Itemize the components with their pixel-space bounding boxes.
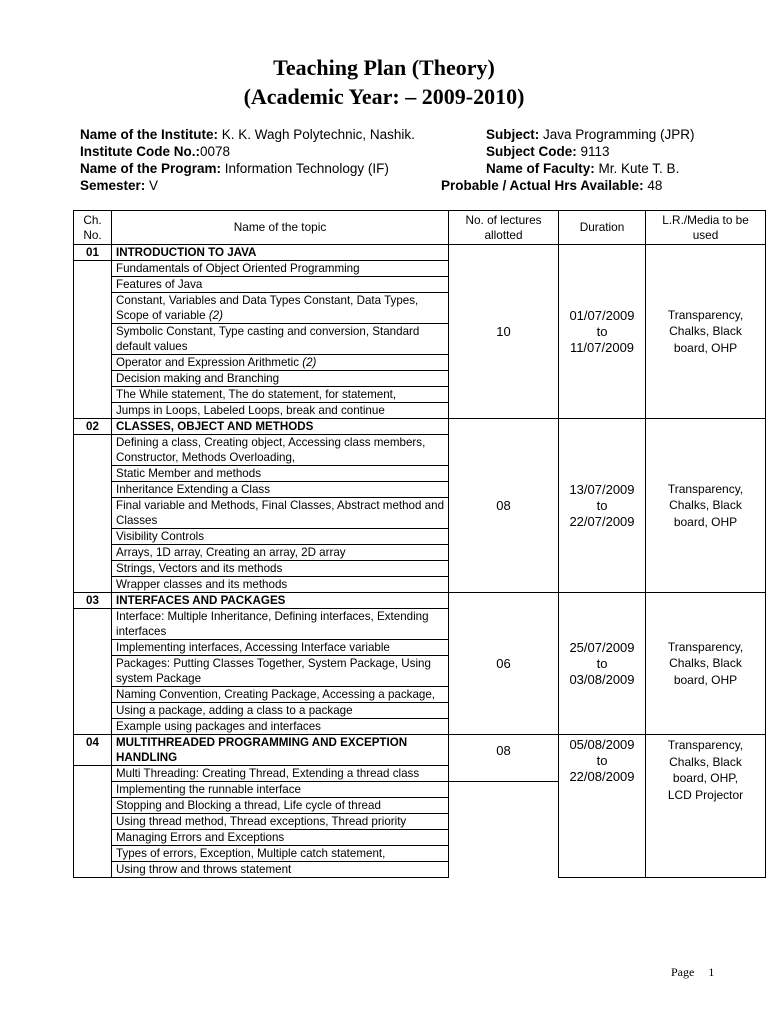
duration-cell [559,735,646,878]
media-line: Chalks, Black [669,324,742,339]
topic-cell: Strings, Vectors and its methods [112,561,449,577]
program-info: Name of the Program: Information Technology (IF) [80,161,389,176]
duration-to: 22/07/2009 [569,513,635,529]
chapter-name: INTRODUCTION TO JAVA [112,245,449,261]
media-line: board, OHP [673,340,738,355]
media-line: board, OHP, [672,771,739,785]
topic-cell: Using thread method, Thread exceptions, Thread priority [112,814,449,830]
topic-cell: Implementing the runnable interface [112,782,449,798]
topic-cell: Example using packages and interfaces [112,719,449,735]
chapter-row [74,735,766,766]
media-cell [646,593,766,735]
chapter-number-blank [74,435,112,593]
topic-cell: Arrays, 1D array, Creating an array, 2D array [112,545,449,561]
topic-cell: Managing Errors and Exceptions [112,830,449,846]
chapter-number: 01 [74,245,112,261]
hours-info: Probable / Actual Hrs Available: 48 [441,178,663,193]
topic-cell: Features of Java [112,277,449,293]
institute-code-info: Institute Code No.:0078 [80,144,231,159]
duration-cell [559,593,646,735]
media-line: Chalks, Black [669,656,742,671]
topic-cell: Operator and Expression Arithmetic (2) [112,355,449,371]
media-line: board, OHP [673,514,738,529]
lecture-count-note: (2) [302,356,317,369]
media-line: Chalks, Black [669,498,742,513]
duration-cell [559,419,646,593]
duration-to: 03/08/2009 [569,671,635,687]
chapter-number: 02 [74,419,112,435]
duration-to: 22/08/2009 [569,769,635,784]
topic-cell: Multi Threading: Creating Thread, Extending a thread class [112,766,449,782]
subject-code-info: Subject Code: 9113 [486,144,610,159]
duration-from: 01/07/2009 [569,307,635,323]
header-media: L.R./Media to be used [646,211,766,245]
lectures-allotted: 06 [449,593,559,735]
topic-cell: Inheritance Extending a Class [112,482,449,498]
topic-cell: Using a package, adding a class to a package [112,703,449,719]
institute-info: Name of the Institute: K. K. Wagh Polytechnic, Nashik. [80,127,415,142]
lectures-allotted: 10 [449,245,559,419]
topic-cell: Stopping and Blocking a thread, Life cycle of thread [112,798,449,814]
teaching-plan-table [73,210,766,878]
lectures-allotted: 08 [449,735,559,782]
media-line: Transparency, [667,481,744,496]
header-ch-no: Ch. No. [74,211,112,245]
chapter-name: CLASSES, OBJECT AND METHODS [112,419,449,435]
semester-info: Semester: V [80,178,159,193]
duration-cell [559,245,646,419]
topic-cell: Naming Convention, Creating Package, Accessing a package, [112,687,449,703]
duration-to-word: to [596,323,608,339]
chapter-row [74,245,766,261]
media-cell [646,419,766,593]
topic-cell: Wrapper classes and its methods [112,577,449,593]
subject-info: Subject: Java Programming (JPR) [486,127,695,142]
chapter-number: 04 [74,735,112,766]
topic-cell: Static Member and methods [112,466,449,482]
topic-cell: Fundamentals of Object Oriented Programming [112,261,449,277]
media-line: Transparency, [667,307,744,322]
topic-cell: Packages: Putting Classes Together, System Package, Using system Package [112,656,449,687]
topic-cell: Implementing interfaces, Accessing Interface variable [112,640,449,656]
duration-from: 05/08/2009 [569,737,635,752]
topic-cell: The While statement, The do statement, for statement, [112,387,449,403]
topic-cell: Interface: Multiple Inheritance, Defining interfaces, Extending interfaces [112,609,449,640]
duration-to-word: to [596,655,608,671]
topic-cell: Types of errors, Exception, Multiple catch statement, [112,846,449,862]
media-line: Chalks, Black [669,754,742,769]
chapter-row [74,593,766,609]
duration-to-word: to [596,497,608,513]
topic-cell: Constant, Variables and Data Types Constant, Data Types, Scope of variable (2) [112,293,449,324]
chapter-number-blank [74,261,112,419]
media-line: board, OHP [673,672,738,687]
faculty-info: Name of Faculty: Mr. Kute T. B. [486,161,680,176]
topic-cell: Decision making and Branching [112,371,449,387]
topic-cell: Jumps in Loops, Labeled Loops, break and continue [112,403,449,419]
topic-cell: Symbolic Constant, Type casting and conversion, Standard default values [112,324,449,355]
media-cell [646,245,766,419]
table-header-row [74,211,766,245]
lectures-allotted: 08 [449,419,559,593]
chapter-number-blank [74,609,112,735]
page-title: Teaching Plan (Theory) [273,55,495,80]
topic-cell: Defining a class, Creating object, Accessing class members, Constructor, Methods Overloading, [112,435,449,466]
media-line: LCD Projector [667,787,744,802]
chapter-name: INTERFACES AND PACKAGES [112,593,449,609]
duration-to: 11/07/2009 [569,339,635,355]
topic-cell: Visibility Controls [112,529,449,545]
media-cell [646,735,766,878]
duration-to-word: to [596,753,608,768]
lecture-count-note: (2) [208,309,223,322]
duration-from: 13/07/2009 [569,481,635,497]
header-duration: Duration [559,211,646,245]
chapter-number-blank [74,766,112,878]
topic-cell: Final variable and Methods, Final Classes, Abstract method and Classes [112,498,449,529]
header-topic: Name of the topic [112,211,449,245]
chapter-number: 03 [74,593,112,609]
topic-cell: Using throw and throws statement [112,862,449,878]
table-body [74,245,766,878]
media-line: Transparency, [667,738,744,752]
chapter-row [74,419,766,435]
academic-year-title: (Academic Year: – 2009-2010) [243,84,525,109]
page-number: Page 1 [671,965,715,979]
chapter-name: MULTITHREADED PROGRAMMING AND EXCEPTION HANDLING [112,735,449,766]
duration-from: 25/07/2009 [569,639,635,655]
media-line: Transparency, [667,639,744,654]
header-lectures: No. of lectures allotted [449,211,559,245]
